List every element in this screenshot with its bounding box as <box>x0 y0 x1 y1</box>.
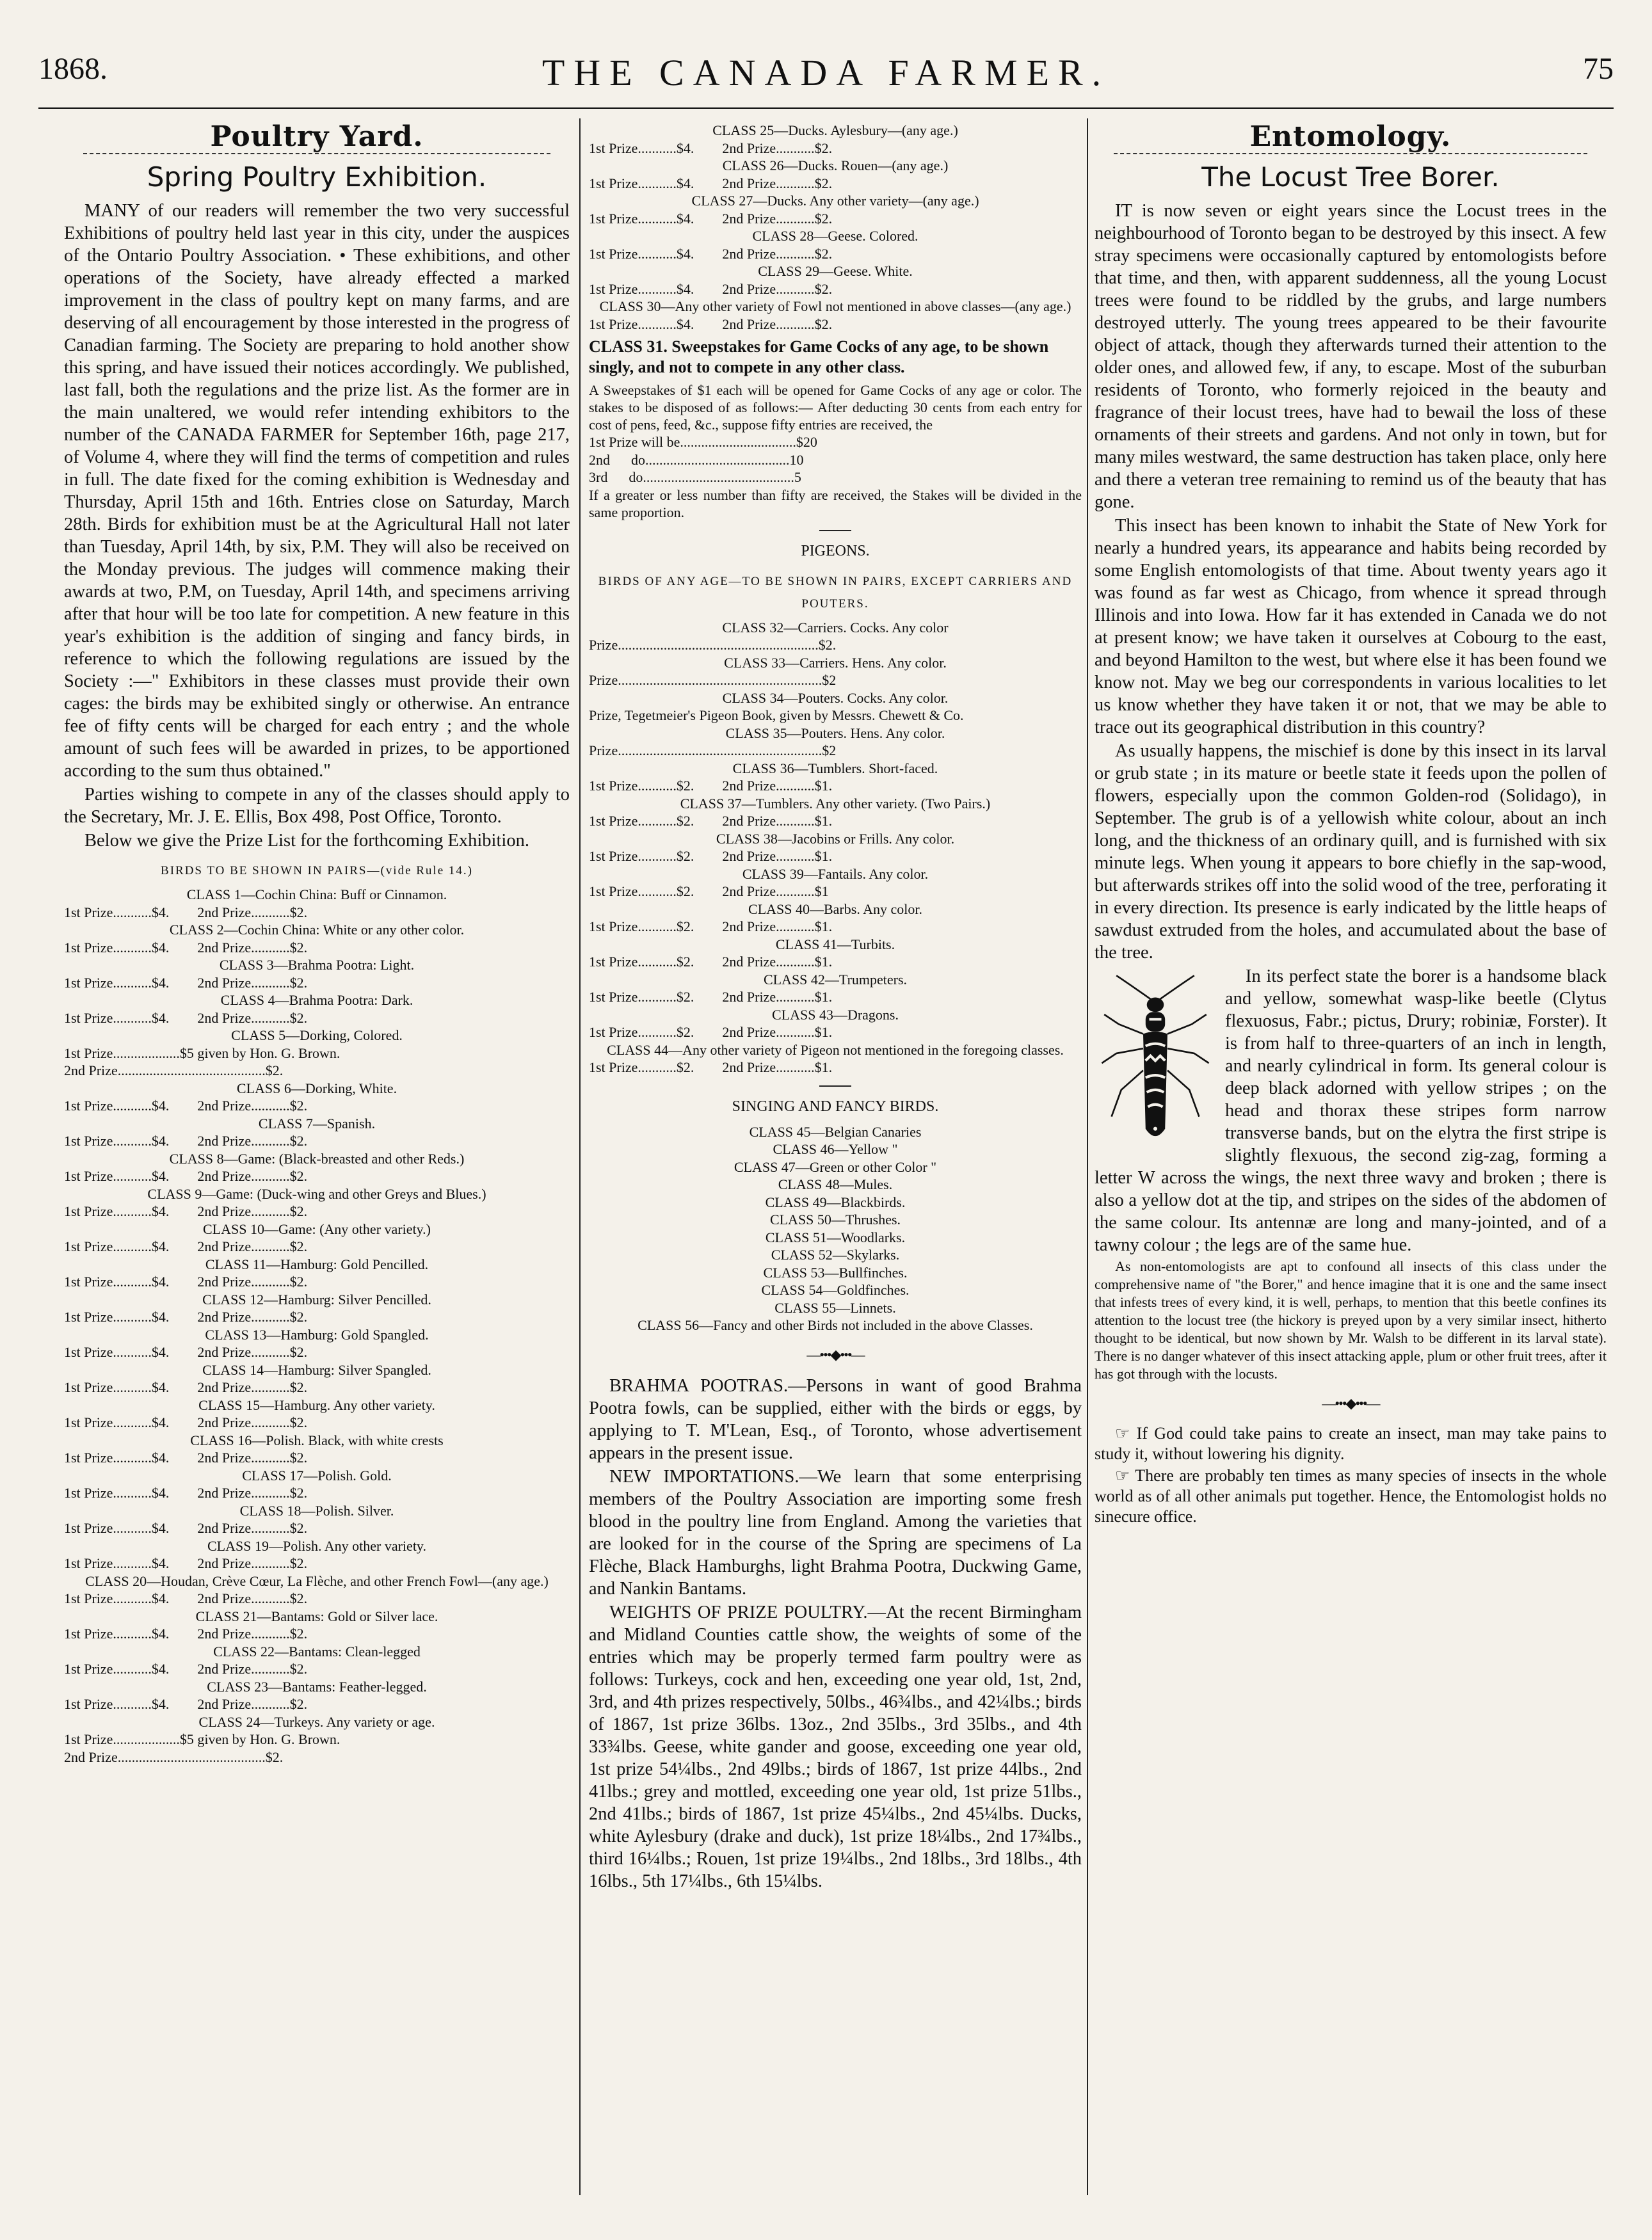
class-line: CLASS 51—Woodlarks. <box>765 1229 906 1245</box>
class-line: CLASS 45—Belgian Canaries <box>749 1123 922 1140</box>
class-line: CLASS 49—Blackbirds. <box>765 1194 906 1210</box>
prize-line: 1st Prize...........$2. 2nd Prize...........$1 <box>589 883 829 899</box>
class-line: CLASS 2—Cochin China: White or any other color. <box>169 922 465 938</box>
header-year: 1868. <box>38 52 108 86</box>
paragraph: MANY of our readers will remember the two very successful Exhibitions of poultry held last year in this city, under the auspices of the Ontario Poultry Association. • These exhibitions, and other operations of the Society, have already effected a marked improvement in the class of poultry kept on many farms, and are deserving of all encouragement by those interested in the progress of Canadian farming. The Society are preparing to hold another show this spring, and have issued their notices accordingly. We published, last fall, both the regulations and the prize list. As the former are in the main unaltered, we would refer intending exhibitors to the number of the CANADA FARMER for September 16th, page 217, of Volume 4, where they will find the terms of competition and rules in full. The date fixed for the coming exhibition is Wednesday and Thursday, April 15th and 16th. Entries close on Saturday, March 28th. Birds for exhibition must be at the Agricultural Hall not later than Tuesday, April 14th, by six, P.M. They will also be received on the Monday previous. The judges will commence making their awards at two, P.M, on Tuesday, April 14th, and specimens arriving after that hour will be too late for competition. A new feature in this year's exhibition is the addition of singing and fancy birds, in reference to which the following regulations are issued by the Society :—" Exhibitors in these classes must provide their own cages: the birds may be exhibited singly or otherwise. An entrance fee of fifty cents will be charged for each entry ; and the whole amount of such fees will be awarded in prizes, to be apportioned according to the sum thus obtained." <box>64 201 570 781</box>
class-line: CLASS 50—Thrushes. <box>769 1212 901 1228</box>
prize-list <box>589 122 1082 333</box>
class-line: CLASS 1—Cochin China: Buff or Cinnamon. <box>186 886 447 902</box>
pigeons-heading: BIRDS OF ANY AGE—TO BE SHOWN IN PAIRS, EXCEPT CARRIERS AND POUTERS. <box>598 574 1073 611</box>
class-line: CLASS 54—Goldfinches. <box>761 1282 910 1298</box>
class-line: CLASS 44—Any other variety of Pigeon not mentioned in the foregoing classes. <box>607 1041 1064 1058</box>
class-line: CLASS 40—Barbs. Any color. <box>748 900 922 917</box>
paragraph <box>589 1466 1082 1600</box>
class-line: CLASS 10—Game: (Any other variety.) <box>202 1220 431 1237</box>
paragraph-lead: WEIGHTS OF PRIZE POULTRY. <box>609 1602 868 1622</box>
column-prize-list <box>589 122 1082 2202</box>
class-line: CLASS 15—Hamburg. Any other variety. <box>198 1396 435 1413</box>
prize-line: 1st Prize...........$4. 2nd Prize...........$2. <box>589 175 833 191</box>
class-line: CLASS 17—Polish. Gold. <box>242 1467 392 1484</box>
class-line: CLASS 28—Geese. Colored. <box>752 228 918 244</box>
prize-line: 1st Prize...........$4. 2nd Prize...........$2. <box>589 316 833 332</box>
divider <box>819 530 851 531</box>
class-line: CLASS 41—Turbits. <box>775 936 895 952</box>
paragraph-body: —At the recent Birmingham and Midland Counties cattle show, the weights of some of the entries which may be properly termed farm poultry were as follows: Turkeys, cock and hen, exceeding one year old, 1st, 2nd, 3rd, and 4th prizes respectively, 50lbs., 46¾lbs., and 42¼lbs.; birds of 1867, 1st prize 36lbs. 13oz., 2nd 35lbs., 3rd 35lbs., and 4th 33¾lbs. Geese, white gander and goose, exceeding one year old, 1st prize 54¼lbs., 2nd 49lbs.; birds of 1867, 1st prize 44lbs., 2nd 41lbs.; grey and mottled, exceeding one year old, 1st prize 51lbs., 2nd 41lbs.; birds of 1867, 1st prize 45¼lbs., 2nd 45¼lbs. Ducks, white Aylesbury (drake and duck), 1st prize 18¼lbs., 2nd 17¾lbs., third 16¼lbs.; Rouen, 1st prize 19¼lbs., 2nd 18lbs., 3rd 18lbs., 4th 16lbs., 5th 17¼lbs., 6th 15¼lbs. <box>589 1602 1082 1891</box>
column-poultry <box>64 122 570 2202</box>
header-page-number: 75 <box>1583 52 1614 86</box>
class-line: CLASS 16—Polish. Black, with white crests <box>190 1432 444 1448</box>
section-heading: Entomology. <box>1249 122 1452 153</box>
pigeons-list <box>589 619 1082 1076</box>
prize-line: 1st Prize...........$2. 2nd Prize...........$1. <box>589 778 833 794</box>
class-line: CLASS 46—Yellow " <box>773 1141 898 1157</box>
prize-line: 1st Prize...........$4. 2nd Prize...........$2. <box>589 210 833 227</box>
prize-line: 1st Prize...........$4. 2nd Prize...........$2. <box>64 904 308 920</box>
prize-line: 1st Prize...........$4. 2nd Prize...........$2. <box>589 140 833 156</box>
sweepstakes-title: CLASS 31. Sweepstakes for Game Cocks of any age, to be shown singly, and not to compete in any other class. <box>589 337 1049 376</box>
paragraph: Parties wishing to compete in any of the classes should apply to the Secretary, Mr. J. E. Ellis, Box 498, Post Office, Toronto. <box>64 785 570 827</box>
class-line: CLASS 55—Linnets. <box>774 1299 896 1316</box>
class-line: CLASS 20—Houdan, Crève Cœur, La Flèche, and other French Fowl—(any age.) <box>85 1572 549 1589</box>
prize-line: 1st Prize...........$2. 2nd Prize...........$1. <box>589 954 833 970</box>
prize-line: 1st Prize...........$4. 2nd Prize...........$2. <box>64 974 308 991</box>
prize-line: 1st Prize...........$4. 2nd Prize...........$2. <box>589 280 833 297</box>
prize-line: 2nd Prize..........................................$2. <box>64 1062 284 1078</box>
prize-line: 1st Prize...........$4. 2nd Prize...........$2. <box>64 1009 308 1026</box>
prize-line: 1st Prize...........$4. 2nd Prize...........$2. <box>64 1133 308 1149</box>
class-line: CLASS 24—Turkeys. Any variety or age. <box>198 1713 435 1730</box>
prize-line: 1st Prize...................$5 given by Hon. G. Brown. <box>64 1731 341 1747</box>
class-line: CLASS 8—Game: (Black-breasted and other Reds.) <box>169 1150 465 1167</box>
sweepstakes-text: A Sweepstakes of $1 each will be opened for Game Cocks of any age or color. The stakes to be disposed of as follows:— After deducting 30 cents from each entry for cost of pens, feed, &c., suppose fifty entries are received, the <box>589 382 1082 433</box>
class-line: CLASS 7—Spanish. <box>258 1115 376 1132</box>
divider <box>1114 153 1587 154</box>
article-title: The Locust Tree Borer. <box>1201 161 1500 193</box>
class-line: CLASS 47—Green or other Color " <box>734 1158 937 1175</box>
page-header <box>38 51 1614 109</box>
class-line: CLASS 23—Bantams: Feather-legged. <box>207 1678 427 1695</box>
class-line: CLASS 9—Game: (Duck-wing and other Greys and Blues.) <box>147 1185 486 1202</box>
paragraph-lead: NEW IMPORTATIONS. <box>609 1466 799 1487</box>
class-line: CLASS 39—Fantails. Any color. <box>742 865 929 882</box>
class-line: CLASS 53—Bullfinches. <box>763 1264 908 1281</box>
class-line: CLASS 12—Hamburg: Silver Pencilled. <box>202 1291 431 1308</box>
prize-line: 1st Prize...........$2. 2nd Prize...........$1. <box>589 1024 833 1040</box>
class-line: CLASS 30—Any other variety of Fowl not mentioned in above classes—(any age.) <box>599 298 1071 314</box>
ornament-divider: —•••◆•••— <box>806 1346 864 1363</box>
prize-line: 1st Prize...........$2. 2nd Prize...........$1. <box>589 989 833 1005</box>
class-line: CLASS 56—Fancy and other Birds not included in the above Classes. <box>638 1317 1033 1333</box>
paragraph: In its perfect state the borer is a handsome black and yellow, somewhat wasp-like beetle (Clytus flexuosus, Fabr.; pictus, Drury; robiniæ, Forster). It is from half to three-quarters of an inch in length, and nearly cylindrical in form. Its general colour is deep black adorned with yellow stripes ; on the head and thorax these stripes form narrow transverse bands, but on the elytra the first stripe is slightly flexuous, the second zig-zag, forming a letter W across the wings, the next three wavy and broken ; there is also a yellow dot at the tip, and stripes on the sides of the abdomen of the same colour. Its antennæ are long and many-jointed, and of a tawny colour ; the legs are of the same hue. <box>1095 966 1607 1255</box>
prize-line: 1st Prize...........$4. 2nd Prize...........$2. <box>64 1520 308 1536</box>
class-line: CLASS 38—Jacobins or Frills. Any color. <box>716 830 955 847</box>
prize-line: 1st Prize...........$2. 2nd Prize...........$1. <box>589 848 833 864</box>
class-line: CLASS 13—Hamburg: Gold Spangled. <box>205 1326 429 1343</box>
class-line: CLASS 26—Ducks. Rouen—(any age.) <box>722 157 949 173</box>
locust-borer-beetle-illustration <box>1095 972 1216 1157</box>
prize-list <box>64 886 570 1766</box>
pigeons-title: PIGEONS. <box>801 542 870 559</box>
class-line: CLASS 27—Ducks. Any other variety—(any age.) <box>691 193 979 209</box>
prize-line: 1st Prize...........$4. 2nd Prize...........$2. <box>64 1238 308 1254</box>
prize-line: 1st Prize...........$4. 2nd Prize...........$2. <box>589 245 833 262</box>
paragraph: This insect has been known to inhabit the State of New York for nearly a hundred years, its appearance and habits being recorded by some English entomologists of that time. About twenty years ago it was found as far west as Chicago, from whence it spread through Illinois and into Iowa. How far it has extended in Canada we do not at present know; we have taken it ourselves at Cobourg to the east, and beyond Hamilton to the west, but where else it has been found we know not. May we beg our correspondents in various localities to let us know whether they have taken it or not, that we may be able to trace out its geographical distribution in this country? <box>1095 516 1607 737</box>
prize-line: 1st Prize...........$4. 2nd Prize...........$2. <box>64 939 308 956</box>
class-line: CLASS 22—Bantams: Clean-legged <box>213 1643 421 1660</box>
class-line: CLASS 29—Geese. White. <box>758 263 913 279</box>
class-line: CLASS 19—Polish. Any other variety. <box>207 1537 427 1554</box>
prize-line: 1st Prize...........$4. 2nd Prize...........$2. <box>64 1168 308 1184</box>
prize-line: Prize..........................................................$2 <box>589 742 837 758</box>
prize-line: 1st Prize...........$4. 2nd Prize...........$2. <box>64 1696 308 1712</box>
class-line: CLASS 36—Tumblers. Short-faced. <box>732 760 938 776</box>
class-line: CLASS 52—Skylarks. <box>771 1247 900 1263</box>
prize-line: 1st Prize...........$4. 2nd Prize...........$2. <box>64 1203 308 1219</box>
prize-line: 1st Prize...........$4. 2nd Prize...........$2. <box>64 1626 308 1642</box>
prize-line: 1st Prize...........$4. 2nd Prize...........$2. <box>64 1344 308 1360</box>
prize-line: 1st Prize...........$2. 2nd Prize...........$1. <box>589 1059 833 1075</box>
prize-line: 1st Prize will be.................................$20 <box>589 434 817 450</box>
prize-line: 1st Prize...........$4. 2nd Prize...........$2. <box>64 1661 308 1677</box>
class-line: CLASS 34—Pouters. Cocks. Any color. <box>722 689 949 706</box>
class-line: CLASS 42—Trumpeters. <box>763 971 908 988</box>
prize-line: 1st Prize...........$4. 2nd Prize...........$2. <box>64 1379 308 1395</box>
paragraph: As usually happens, the mischief is done by this insect in its larval or grub state ; in its mature or beetle state it feeds upon the pollen of flowers, especially upon the common Golden-rod (Solidago), in September. The grub is of a yellowish white colour, about an inch long, and the thickness of an ordinary quill, and is furnished with six minute legs. When young it appears to bore chiefly in the sap-wood, but afterwards strikes off into the solid wood of the tree, perforating it in every direction. Its presence is early indicated by the little heaps of sawdust extruded from the holes, and accumulated about the base of the tree. <box>1095 741 1607 963</box>
singing-list <box>589 1123 1082 1334</box>
prize-line: 1st Prize...........$4. 2nd Prize...........$2. <box>64 1309 308 1325</box>
column-entomology <box>1095 122 1607 2202</box>
paragraph: IT is now seven or eight years since the Locust trees in the neighbourhood of Toronto began to be destroyed by this insect. A few stray specimens were occasionally captured by entomologists before that time, and then, with apparent suddenness, all the young Locust trees were found to be riddled by the grubs, and large numbers destroyed utterly. The young trees appeared to be their favourite object of attack, though they afterwards turned their attention to the older ones, and allowed few, if any, to escape. Most of the suburban residents of Toronto, who formerly rejoiced in the beauty and fragrance of their locust trees, have had to bewail the loss of these ornaments of their streets and gardens. And not only in town, but for many miles westward, the same destruction has taken place, only here and there a veteran tree remaining to remind us of the beauty that has gone. <box>1095 201 1607 512</box>
class-line: CLASS 21—Bantams: Gold or Silver lace. <box>195 1608 438 1624</box>
prize-line: 1st Prize...........$4. 2nd Prize...........$2. <box>64 1590 308 1606</box>
class-line: CLASS 6—Dorking, White. <box>236 1080 397 1096</box>
class-line: CLASS 18—Polish. Silver. <box>239 1502 394 1519</box>
paragraph <box>589 1601 1082 1892</box>
singing-title: SINGING AND FANCY BIRDS. <box>732 1098 939 1115</box>
divider <box>819 1085 851 1087</box>
prize-line: 1st Prize...................$5 given by Hon. G. Brown. <box>64 1044 341 1061</box>
paragraph-lead: BRAHMA POOTRAS. <box>609 1375 789 1396</box>
prize-list-heading: BIRDS TO BE SHOWN IN PAIRS—(vide Rule 14.) <box>161 864 473 877</box>
prize-line: 3rd do...........................................5 <box>589 469 801 485</box>
divider <box>83 153 550 154</box>
paragraph-body: —Persons in want of good Brahma Pootra fowls, can be supplied, either with the birds or eggs, by applying to T. M'Lean, Esq., of Toronto, whose advertisement appears in the present issue. <box>589 1375 1082 1463</box>
class-line: CLASS 43—Dragons. <box>771 1006 899 1023</box>
class-line: CLASS 14—Hamburg: Silver Spangled. <box>202 1361 431 1378</box>
class-line: CLASS 5—Dorking, Colored. <box>231 1027 403 1043</box>
prize-line: 1st Prize...........$4. 2nd Prize...........$2. <box>64 1414 308 1430</box>
class-line: CLASS 4—Brahma Pootra: Dark. <box>220 992 413 1008</box>
prize-line: 2nd do.........................................10 <box>589 451 804 468</box>
prize-line: 1st Prize...........$2. 2nd Prize...........$1. <box>589 918 833 934</box>
prize-line: 1st Prize...........$4. 2nd Prize...........$2. <box>64 1555 308 1571</box>
header-title: THE CANADA FARMER. <box>541 52 1111 93</box>
prize-line: 1st Prize...........$4. 2nd Prize...........$2. <box>64 1098 308 1114</box>
paragraph-body: —We learn that some enterprising members of the Poultry Association are importing some fresh blood in the poultry line from England. Among the varieties that are looked for in the course of the Spring are specimens of La Flèche, Black Hamburghs, light Brahma Pootra, Duckwing Game, and Nankin Bantams. <box>589 1466 1082 1599</box>
class-line: CLASS 3—Brahma Pootra: Light. <box>219 957 415 973</box>
class-line: CLASS 35—Pouters. Hens. Any color. <box>725 724 945 741</box>
class-line: CLASS 11—Hamburg: Gold Pencilled. <box>205 1256 429 1272</box>
class-line: CLASS 33—Carriers. Hens. Any color. <box>724 654 947 671</box>
prize-line: Prize, Tegetmeier's Pigeon Book, given by Messrs. Chewett & Co. <box>589 707 964 723</box>
column-rule <box>1087 118 1088 2195</box>
prize-line: 1st Prize...........$4. 2nd Prize...........$2. <box>64 1485 308 1501</box>
sweepstakes-prizes <box>589 433 1082 486</box>
section-heading: Poultry Yard. <box>210 122 424 153</box>
paragraph: Below we give the Prize List for the forthcoming Exhibition. <box>84 831 529 851</box>
prize-line: Prize.........................................................$2. <box>589 637 837 653</box>
class-line: CLASS 32—Carriers. Cocks. Any color <box>722 619 949 636</box>
class-line: CLASS 37—Tumblers. Any other variety. (Two Pairs.) <box>680 795 991 812</box>
note: ☞ If God could take pains to create an insect, man may take pains to study it, without lowering his dignity. <box>1095 1424 1607 1463</box>
note: ☞ There are probably ten times as many species of insects in the whole world as of all other animals put together. Hence, the Entomologist holds no sinecure office. <box>1095 1466 1607 1526</box>
prize-line: 1st Prize...........$4. 2nd Prize...........$2. <box>64 1450 308 1466</box>
prize-line: Prize..........................................................$2 <box>589 672 837 688</box>
sweepstakes-note: If a greater or less number than fifty are received, the Stakes will be divided in the same proportion. <box>589 486 1082 520</box>
ornament-divider: —•••◆•••— <box>1322 1395 1379 1411</box>
prize-line: 1st Prize...........$4. 2nd Prize...........$2. <box>64 1274 308 1290</box>
paragraph: As non-entomologists are apt to confound all insects of this class under the comprehensive name of "the Borer," and hence imagine that it is one and the same insect that infests trees of every kind, it is well, perhaps, to mention that this beetle confines its attention to the locust tree (the hickory is preyed upon by a very similar insect, hitherto thought to be identical, but now shown by Mr. Walsh to be different in its larval state). There is no danger whatever of this insect attacking apple, plum or other fruit trees, after it has got through with the locusts. <box>1095 1258 1607 1382</box>
paragraph <box>589 1375 1082 1464</box>
class-line: CLASS 25—Ducks. Aylesbury—(any age.) <box>712 122 958 138</box>
class-line: CLASS 48—Mules. <box>778 1176 893 1192</box>
article-title: Spring Poultry Exhibition. <box>147 161 487 193</box>
prize-line: 2nd Prize..........................................$2. <box>64 1748 284 1765</box>
prize-line: 1st Prize...........$2. 2nd Prize...........$1. <box>589 813 833 829</box>
column-rule <box>579 118 581 2195</box>
